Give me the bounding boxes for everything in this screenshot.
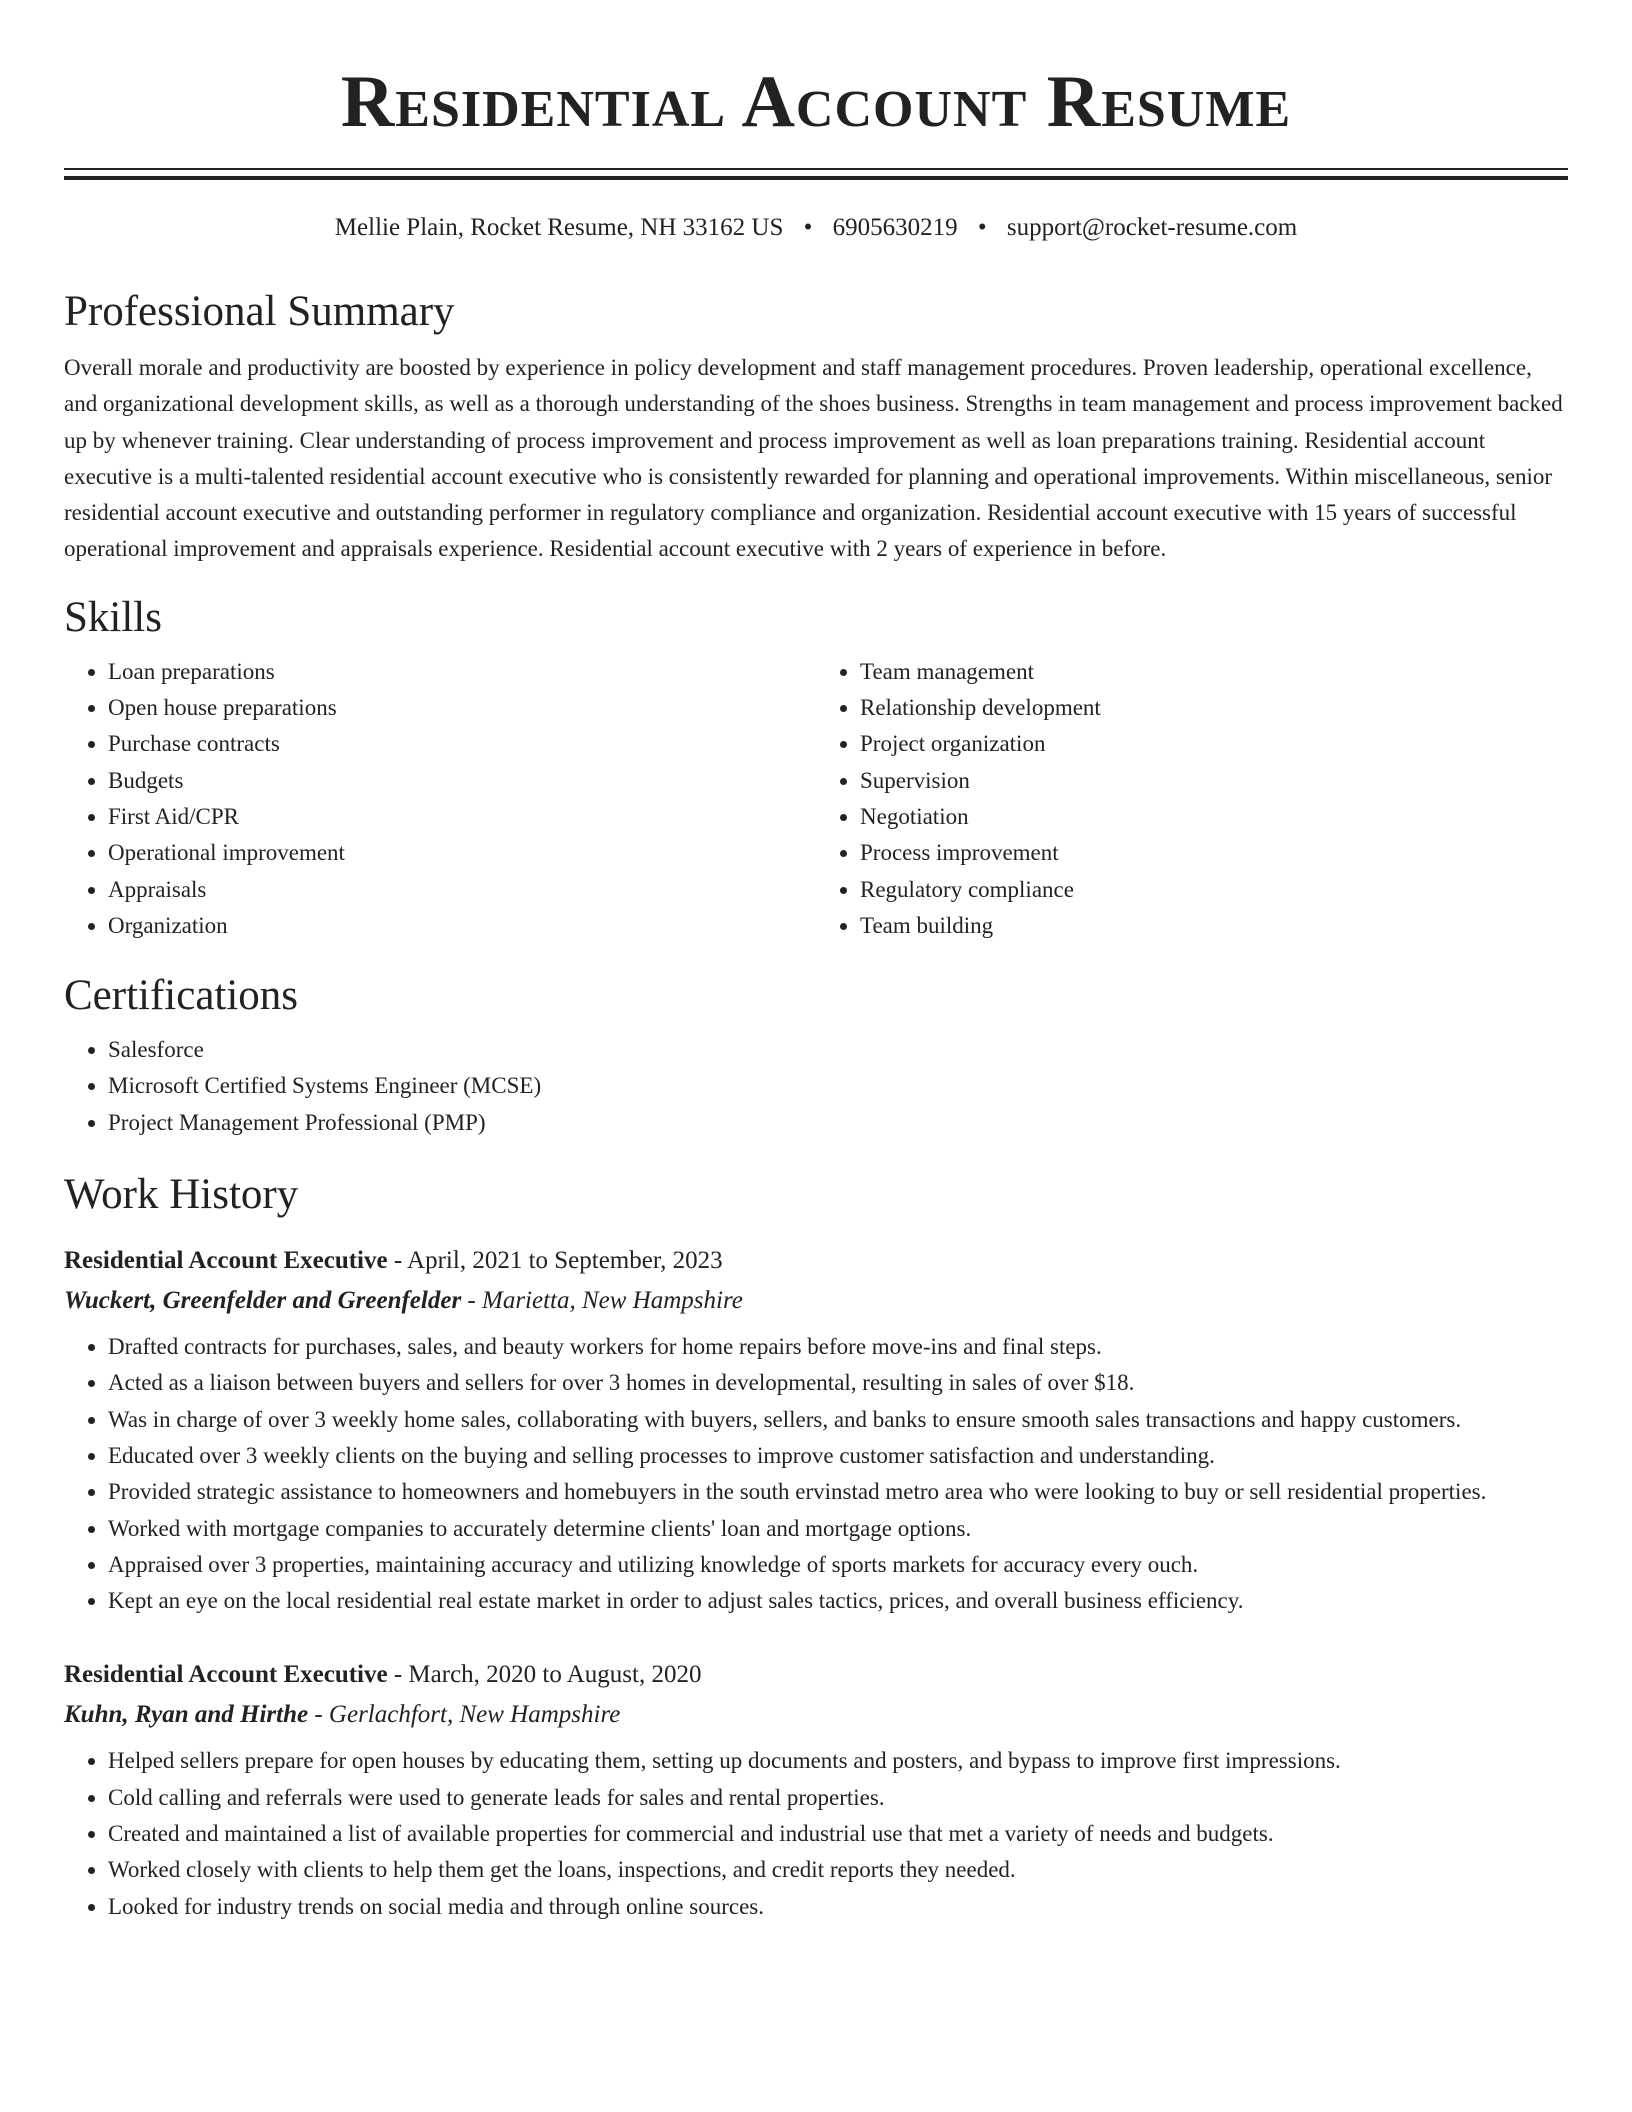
contact-address: Mellie Plain, Rocket Resume, NH 33162 US: [334, 214, 784, 241]
skill-item: • Negotiation: [860, 799, 1568, 835]
job-bullet: • Provided strategic assistance to homeowners and homebuyers in the south ervinstad metro area who were looking to buy or sell residential properties.: [108, 1474, 1568, 1510]
skills-list-right: [816, 654, 1568, 944]
skill-item: • First Aid/CPR: [108, 799, 816, 835]
job-title-line: [64, 1655, 1568, 1695]
skills-section: [64, 590, 1568, 944]
job-bullet: • Drafted contracts for purchases, sales, and beauty workers for home repairs before move-ins and final steps.: [108, 1329, 1568, 1365]
work-history-section: [64, 1167, 1568, 1925]
job-bullet: • Kept an eye on the local residential real estate market in order to adjust sales tactics, prices, and overall business efficiency.: [108, 1583, 1568, 1619]
job-location: Gerlachfort, New Hampshire: [328, 1701, 621, 1729]
contact-separator: •: [803, 214, 813, 241]
job-entry: [64, 1655, 1568, 1924]
job-bullet: • Looked for industry trends on social media and through online sources.: [108, 1889, 1568, 1925]
job-entry: [64, 1241, 1568, 1619]
job-bullet: • Was in charge of over 3 weekly home sales, collaborating with buyers, sellers, and banks to ensure smooth sales transactions and happy customers.: [108, 1402, 1568, 1438]
contact-phone: 6905630219: [832, 214, 958, 241]
job-title-line: [64, 1241, 1568, 1281]
skill-item: • Loan preparations: [108, 654, 816, 690]
summary-text: Overall morale and productivity are boosted by experience in policy development and staff management procedures. Proven leadership, operational excellence, and organizational development skills, as well as a thorough understanding of the shoes business. Strengths in team management and process improvement backed up by whenever training. Clear understanding of process improvement and process improvement as well as loan preparations training. Residential account executive is a multi-talented residential account executive who is consistently rewarded for planning and operational improvements. Within miscellaneous, senior residential account executive and outstanding performer in regulatory compliance and organization. Residential account executive with 15 years of successful operational improvement and appraisals experience. Residential account executive with 2 years of experience in before.: [64, 355, 1563, 562]
skill-item: • Operational improvement: [108, 835, 816, 871]
job-bullet: • Acted as a liaison between buyers and sellers for over 3 homes in developmental, resulting in sales of over $18.: [108, 1365, 1568, 1401]
certification-item: • Microsoft Certified Systems Engineer (MCSE): [108, 1068, 1568, 1104]
job-dash: -: [387, 1661, 409, 1689]
contact-line: [64, 212, 1568, 244]
skill-item: • Relationship development: [860, 690, 1568, 726]
skill-item: • Open house preparations: [108, 690, 816, 726]
skill-item: • Budgets: [108, 763, 816, 799]
job-role: Residential Account Executive: [64, 1661, 388, 1689]
skill-item: • Project organization: [860, 726, 1568, 762]
job-dates: April, 2021 to September, 2023: [407, 1247, 723, 1275]
certifications-list: [64, 1032, 1568, 1141]
contact-separator: •: [977, 214, 987, 241]
job-dates: March, 2020 to August, 2020: [408, 1661, 702, 1689]
skill-item: • Purchase contracts: [108, 726, 816, 762]
summary-heading: Professional Summary: [64, 288, 455, 335]
job-location: Marietta, New Hampshire: [482, 1287, 743, 1315]
skill-item: • Process improvement: [860, 835, 1568, 871]
certifications-heading: Certifications: [64, 972, 299, 1020]
skill-item: • Team building: [860, 908, 1568, 944]
job-bullet: • Appraised over 3 properties, maintaining accuracy and utilizing knowledge of sports markets for accuracy every ouch.: [108, 1547, 1568, 1583]
skills-heading: Skills: [64, 593, 162, 641]
job-dash: -: [308, 1701, 329, 1729]
title-divider: [64, 168, 1568, 180]
job-bullets: [64, 1743, 1568, 1924]
skill-item: • Appraisals: [108, 872, 816, 908]
certifications-section: [64, 968, 1568, 1141]
job-dash: -: [387, 1247, 408, 1275]
job-company: Wuckert, Greenfelder and Greenfelder: [64, 1287, 462, 1315]
job-bullet: • Cold calling and referrals were used to generate leads for sales and rental properties.: [108, 1780, 1568, 1816]
skills-columns: [64, 654, 1568, 944]
job-bullet: • Worked with mortgage companies to accurately determine clients' loan and mortgage options.: [108, 1511, 1568, 1547]
skill-item: • Team management: [860, 654, 1568, 690]
skills-list-left: [64, 654, 816, 944]
job-company-line: [64, 1695, 1568, 1735]
summary-section: [64, 284, 1568, 568]
job-bullet: • Created and maintained a list of available properties for commercial and industrial use that met a variety of needs and budgets.: [108, 1816, 1568, 1852]
job-company-line: [64, 1281, 1568, 1321]
resume-title: Residential Account Resume: [340, 61, 1292, 143]
work-history-heading: Work History: [64, 1171, 299, 1219]
skill-item: • Regulatory compliance: [860, 872, 1568, 908]
certification-item: • Salesforce: [108, 1032, 1568, 1068]
job-bullets: [64, 1329, 1568, 1619]
job-bullet: • Helped sellers prepare for open houses by educating them, setting up documents and posters, and bypass to improve first impressions.: [108, 1743, 1568, 1779]
job-bullet: • Worked closely with clients to help them get the loans, inspections, and credit reports they needed.: [108, 1852, 1568, 1888]
contact-email: support@rocket-resume.com: [1006, 214, 1298, 241]
job-dash: -: [461, 1287, 482, 1315]
divider-thick-line: [64, 176, 1568, 180]
certification-item: • Project Management Professional (PMP): [108, 1105, 1568, 1141]
job-company: Kuhn, Ryan and Hirthe: [64, 1701, 309, 1729]
job-bullet: • Educated over 3 weekly clients on the buying and selling processes to improve customer satisfaction and understanding.: [108, 1438, 1568, 1474]
skill-item: • Supervision: [860, 763, 1568, 799]
divider-thin-line: [64, 168, 1568, 170]
job-role: Residential Account Executive: [64, 1247, 388, 1275]
skill-item: • Organization: [108, 908, 816, 944]
